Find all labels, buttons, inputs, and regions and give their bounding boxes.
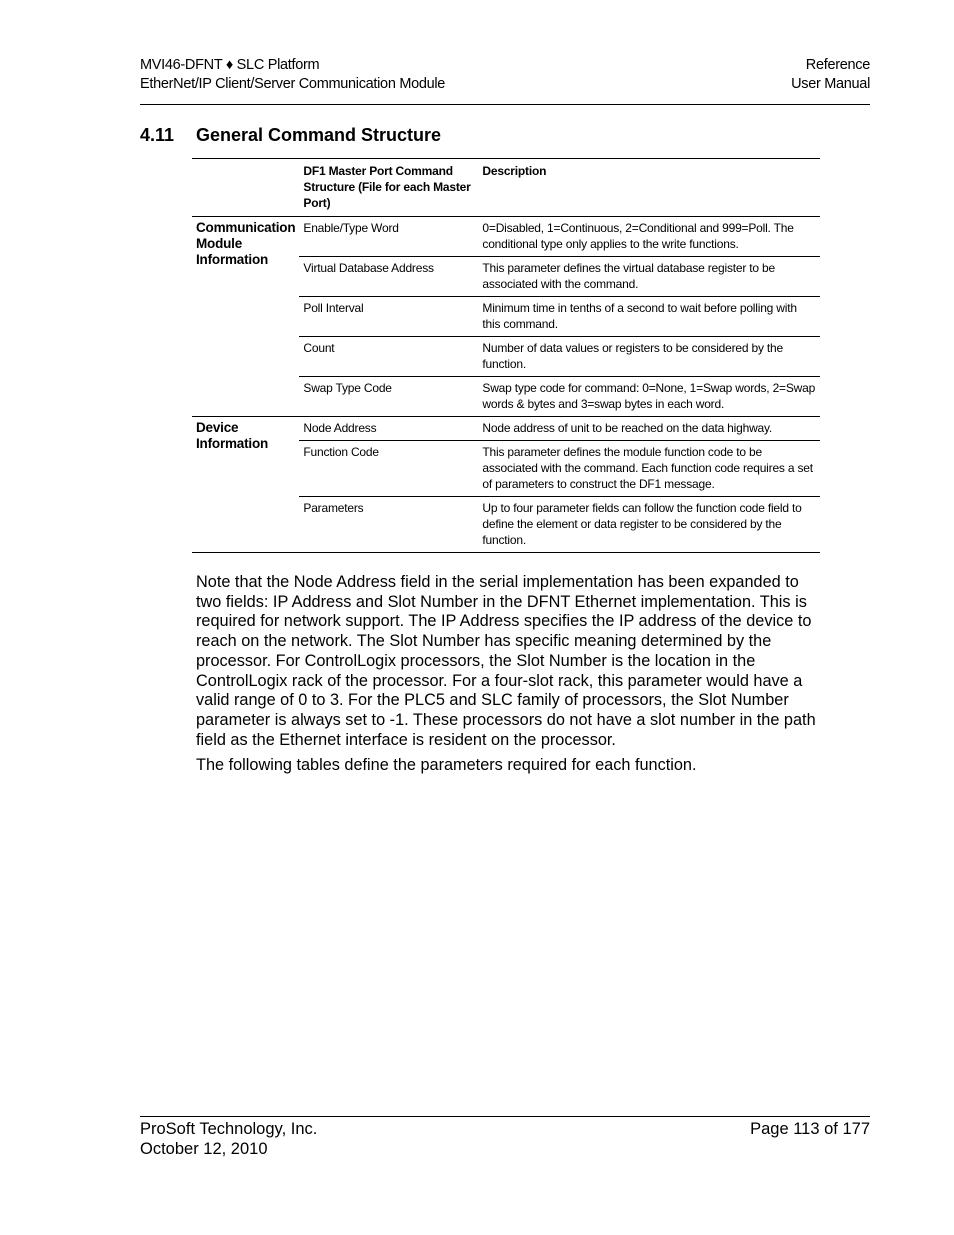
field-name: Enable/Type Word xyxy=(299,217,478,257)
field-description: Swap type code for command: 0=None, 1=Swap words, 2=Swap words & bytes and 3=swap bytes in each word. xyxy=(478,377,820,417)
company-name: ProSoft Technology, Inc. xyxy=(140,1120,318,1138)
field-name: Parameters xyxy=(299,497,478,553)
footer-left xyxy=(140,1119,317,1159)
field-name: Virtual Database Address xyxy=(299,257,478,297)
field-name: Node Address xyxy=(299,417,478,441)
field-description: This parameter defines the virtual database register to be associated with the command. xyxy=(478,257,820,297)
product-title: MVI46-DFNT ♦ SLC Platform xyxy=(140,57,320,73)
field-description: Up to four parameter fields can follow the function code field to define the element or data register to be considered by the function. xyxy=(478,497,820,553)
command-structure-table xyxy=(192,158,820,553)
table-header-description: Description xyxy=(478,159,820,217)
field-description: Node address of unit to be reached on the data highway. xyxy=(478,417,820,441)
field-name: Swap Type Code xyxy=(299,377,478,417)
section-number: 4.11 xyxy=(140,125,175,145)
module-title: EtherNet/IP Client/Server Communication Module xyxy=(140,76,446,92)
field-name: Poll Interval xyxy=(299,297,478,337)
section-title: General Command Structure xyxy=(196,125,442,145)
header-right xyxy=(791,56,870,94)
body-text xyxy=(196,573,821,782)
table-row xyxy=(192,217,820,257)
footer-divider xyxy=(140,1116,870,1117)
chapter-label: Reference xyxy=(805,57,870,73)
group-label: Communication Module Information xyxy=(192,217,299,417)
field-description: Number of data values or registers to be considered by the function. xyxy=(478,337,820,377)
table-header-group xyxy=(192,159,299,217)
table-header-structure: DF1 Master Port Command Structure (File for each Master Port) xyxy=(299,159,478,217)
field-name: Function Code xyxy=(299,441,478,497)
field-description: Minimum time in tenths of a second to wait before polling with this command. xyxy=(478,297,820,337)
field-name: Count xyxy=(299,337,478,377)
publish-date: October 12, 2010 xyxy=(140,1140,268,1158)
paragraph: The following tables define the parameters required for each function. xyxy=(196,756,697,775)
field-description: 0=Disabled, 1=Continuous, 2=Conditional and 999=Poll. The conditional type only applies to the write functions. xyxy=(478,217,820,257)
table-header-row xyxy=(192,159,820,217)
table-row xyxy=(192,417,820,441)
group-label: Device Information xyxy=(192,417,299,553)
paragraph: Note that the Node Address field in the serial implementation has been expanded to two fields: IP Address and Slot Number in the DFNT Ethernet implementation. This is required for network support. The IP Address specifies the IP address of the device to reach on the network. The Slot Number has specific meaning determined by the processor. For ControlLogix processors, the Slot Number is the location in the ControlLogix rack of the processor. For a four-slot rack, this parameter would have a valid range of 0 to 3. For the PLC5 and SLC family of processors, the Slot Number parameter is always set to -1. These processors do not have a slot number in the path field as the Ethernet interface is resident on the processor. xyxy=(196,573,816,749)
header-divider xyxy=(140,104,870,105)
field-description: This parameter defines the module function code to be associated with the command. Each function code requires a set of parameters to construct the DF1 message. xyxy=(478,441,820,497)
document-type: User Manual xyxy=(791,76,870,92)
section-heading xyxy=(140,125,441,146)
page-number: Page 113 of 177 xyxy=(750,1120,870,1138)
header-left xyxy=(140,56,445,94)
